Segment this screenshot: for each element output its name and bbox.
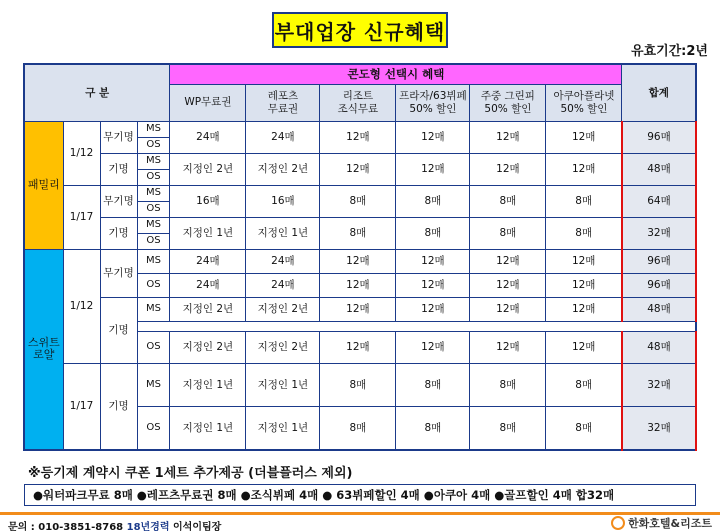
cell: 지정인 2년 — [170, 331, 246, 363]
ms-label: MS — [137, 121, 170, 137]
cell: 8매 — [546, 407, 622, 451]
cell: 12매 — [396, 273, 470, 297]
cell: 24매 — [170, 273, 246, 297]
validity-period: 유효기간:2년 — [630, 44, 708, 59]
cell: 12매 — [320, 121, 396, 153]
contact-manager: 이석이팀장 — [173, 522, 222, 531]
name-label: 기명 — [100, 153, 137, 185]
cell: 12매 — [320, 331, 396, 363]
ms-label: MS — [137, 153, 170, 169]
os-label: OS — [137, 273, 170, 297]
name-label: 기명 — [100, 363, 137, 450]
contact-info — [8, 518, 221, 531]
total-cell: 96매 — [622, 121, 696, 153]
column-header: 프라자/63뷔페 50% 할인 — [396, 84, 470, 121]
os-label: OS — [137, 201, 170, 217]
cell: 지정인 2년 — [246, 297, 320, 321]
no-name-label: 무기명 — [100, 185, 137, 217]
contact-phone: 문의 : 010-3851-8768 — [8, 522, 124, 531]
cell: 12매 — [470, 273, 546, 297]
total-cell: 48매 — [622, 297, 696, 321]
table-row — [24, 185, 696, 201]
cell: 12매 — [396, 153, 470, 185]
cell: 지정인 1년 — [246, 217, 320, 249]
cell: 12매 — [320, 297, 396, 321]
os-label: OS — [137, 407, 170, 451]
cell: 12매 — [546, 331, 622, 363]
cell: 12매 — [470, 153, 546, 185]
cell: 지정인 2년 — [170, 297, 246, 321]
cell: 8매 — [546, 185, 622, 217]
period-label: 1/12 — [63, 249, 100, 363]
cell: 16매 — [246, 185, 320, 217]
os-label: OS — [137, 137, 170, 153]
table-row — [24, 249, 696, 273]
cell: 8매 — [396, 217, 470, 249]
table-row — [24, 217, 696, 233]
table-row — [24, 363, 696, 403]
name-label: 기명 — [100, 297, 137, 363]
cell: 24매 — [246, 121, 320, 153]
table-row — [24, 297, 696, 321]
column-header: WP무료권 — [170, 84, 246, 121]
cell: 12매 — [470, 331, 546, 363]
os-label: OS — [137, 169, 170, 185]
cell: 지정인 2년 — [170, 153, 246, 185]
cell: 24매 — [170, 249, 246, 273]
cell: 8매 — [396, 185, 470, 217]
page-title: 부대업장 신규혜택 — [272, 12, 448, 48]
total-cell: 48매 — [622, 153, 696, 185]
cell: 12매 — [546, 297, 622, 321]
ms-label: MS — [137, 363, 170, 407]
hanwha-logo-icon — [611, 516, 625, 530]
total-cell: 64매 — [622, 185, 696, 217]
cell: 8매 — [320, 363, 396, 407]
cell: 지정인 1년 — [170, 363, 246, 407]
total-cell: 96매 — [622, 273, 696, 297]
cell: 12매 — [396, 297, 470, 321]
cell: 8매 — [546, 217, 622, 249]
period-label: 1/12 — [63, 121, 100, 185]
cell: 지정인 2년 — [246, 331, 320, 363]
cell: 12매 — [546, 249, 622, 273]
cell: 지정인 1년 — [246, 407, 320, 451]
cell: 12매 — [470, 121, 546, 153]
suite-label: 스위트 로얄 — [24, 249, 63, 450]
cell: 12매 — [546, 273, 622, 297]
column-header: 레포츠 무료권 — [246, 84, 320, 121]
cell: 12매 — [396, 331, 470, 363]
cell: 8매 — [396, 407, 470, 451]
cell: 24매 — [170, 121, 246, 153]
column-header: 주중 그린피 50% 할인 — [470, 84, 546, 121]
company-logo — [611, 515, 712, 531]
contact-experience: 18년경력 — [126, 522, 170, 531]
column-header: 아쿠아플라넷 50% 할인 — [546, 84, 622, 121]
cell: 지정인 1년 — [170, 217, 246, 249]
cell: 8매 — [470, 407, 546, 451]
cell: 8매 — [546, 363, 622, 407]
cell: 12매 — [546, 121, 622, 153]
contract-note: ※등기제 계약시 쿠폰 1세트 추가제공 (더블플러스 제외) — [28, 466, 353, 481]
table-row — [24, 153, 696, 169]
header-category: 구 분 — [24, 64, 170, 121]
cell: 12매 — [470, 297, 546, 321]
cell: 12매 — [546, 153, 622, 185]
cell: 12매 — [320, 249, 396, 273]
cell: 24매 — [246, 249, 320, 273]
cell: 24매 — [246, 273, 320, 297]
cell: 8매 — [470, 185, 546, 217]
benefit-table — [23, 63, 697, 451]
cell: 16매 — [170, 185, 246, 217]
cell: 지정인 1년 — [246, 363, 320, 407]
total-cell: 96매 — [622, 249, 696, 273]
footer — [0, 512, 720, 531]
cell: 12매 — [470, 249, 546, 273]
total-cell: 32매 — [622, 217, 696, 249]
cell: 8매 — [470, 363, 546, 407]
logo-text: 한화호텔&리조트 — [628, 517, 712, 530]
period-label: 1/17 — [63, 185, 100, 249]
ms-label: MS — [137, 185, 170, 201]
table-row — [24, 121, 696, 137]
os-label: OS — [137, 331, 170, 363]
ms-label: MS — [137, 249, 170, 273]
cell: 8매 — [470, 217, 546, 249]
cell: 12매 — [396, 249, 470, 273]
cell: 8매 — [320, 185, 396, 217]
ms-label: MS — [137, 217, 170, 233]
family-label: 패밀리 — [24, 121, 63, 249]
os-label: OS — [137, 233, 170, 249]
cell: 12매 — [396, 121, 470, 153]
total-cell: 48매 — [622, 331, 696, 363]
total-cell: 32매 — [622, 407, 696, 451]
header-total: 합계 — [622, 64, 696, 121]
ms-label: MS — [137, 297, 170, 321]
no-name-label: 무기명 — [100, 121, 137, 153]
coupon-list: ●워터파크무료 8매 ●레프츠무료권 8매 ●조식뷔페 4매 ● 63뷔페할인 4매 ●아쿠아 4매 ●골프할인 4매 합32매 — [24, 484, 696, 506]
total-cell: 32매 — [622, 363, 696, 407]
column-header: 리조트 조식무료 — [320, 84, 396, 121]
header-benefit-group: 콘도형 선택시 혜택 — [170, 64, 622, 84]
period-label: 1/17 — [63, 363, 100, 450]
cell: 8매 — [396, 363, 470, 407]
cell: 12매 — [320, 273, 396, 297]
cell: 12매 — [320, 153, 396, 185]
cell: 지정인 2년 — [246, 153, 320, 185]
no-name-label: 무기명 — [100, 249, 137, 297]
cell: 지정인 1년 — [170, 407, 246, 451]
cell: 8매 — [320, 407, 396, 451]
name-label: 기명 — [100, 217, 137, 249]
cell: 8매 — [320, 217, 396, 249]
